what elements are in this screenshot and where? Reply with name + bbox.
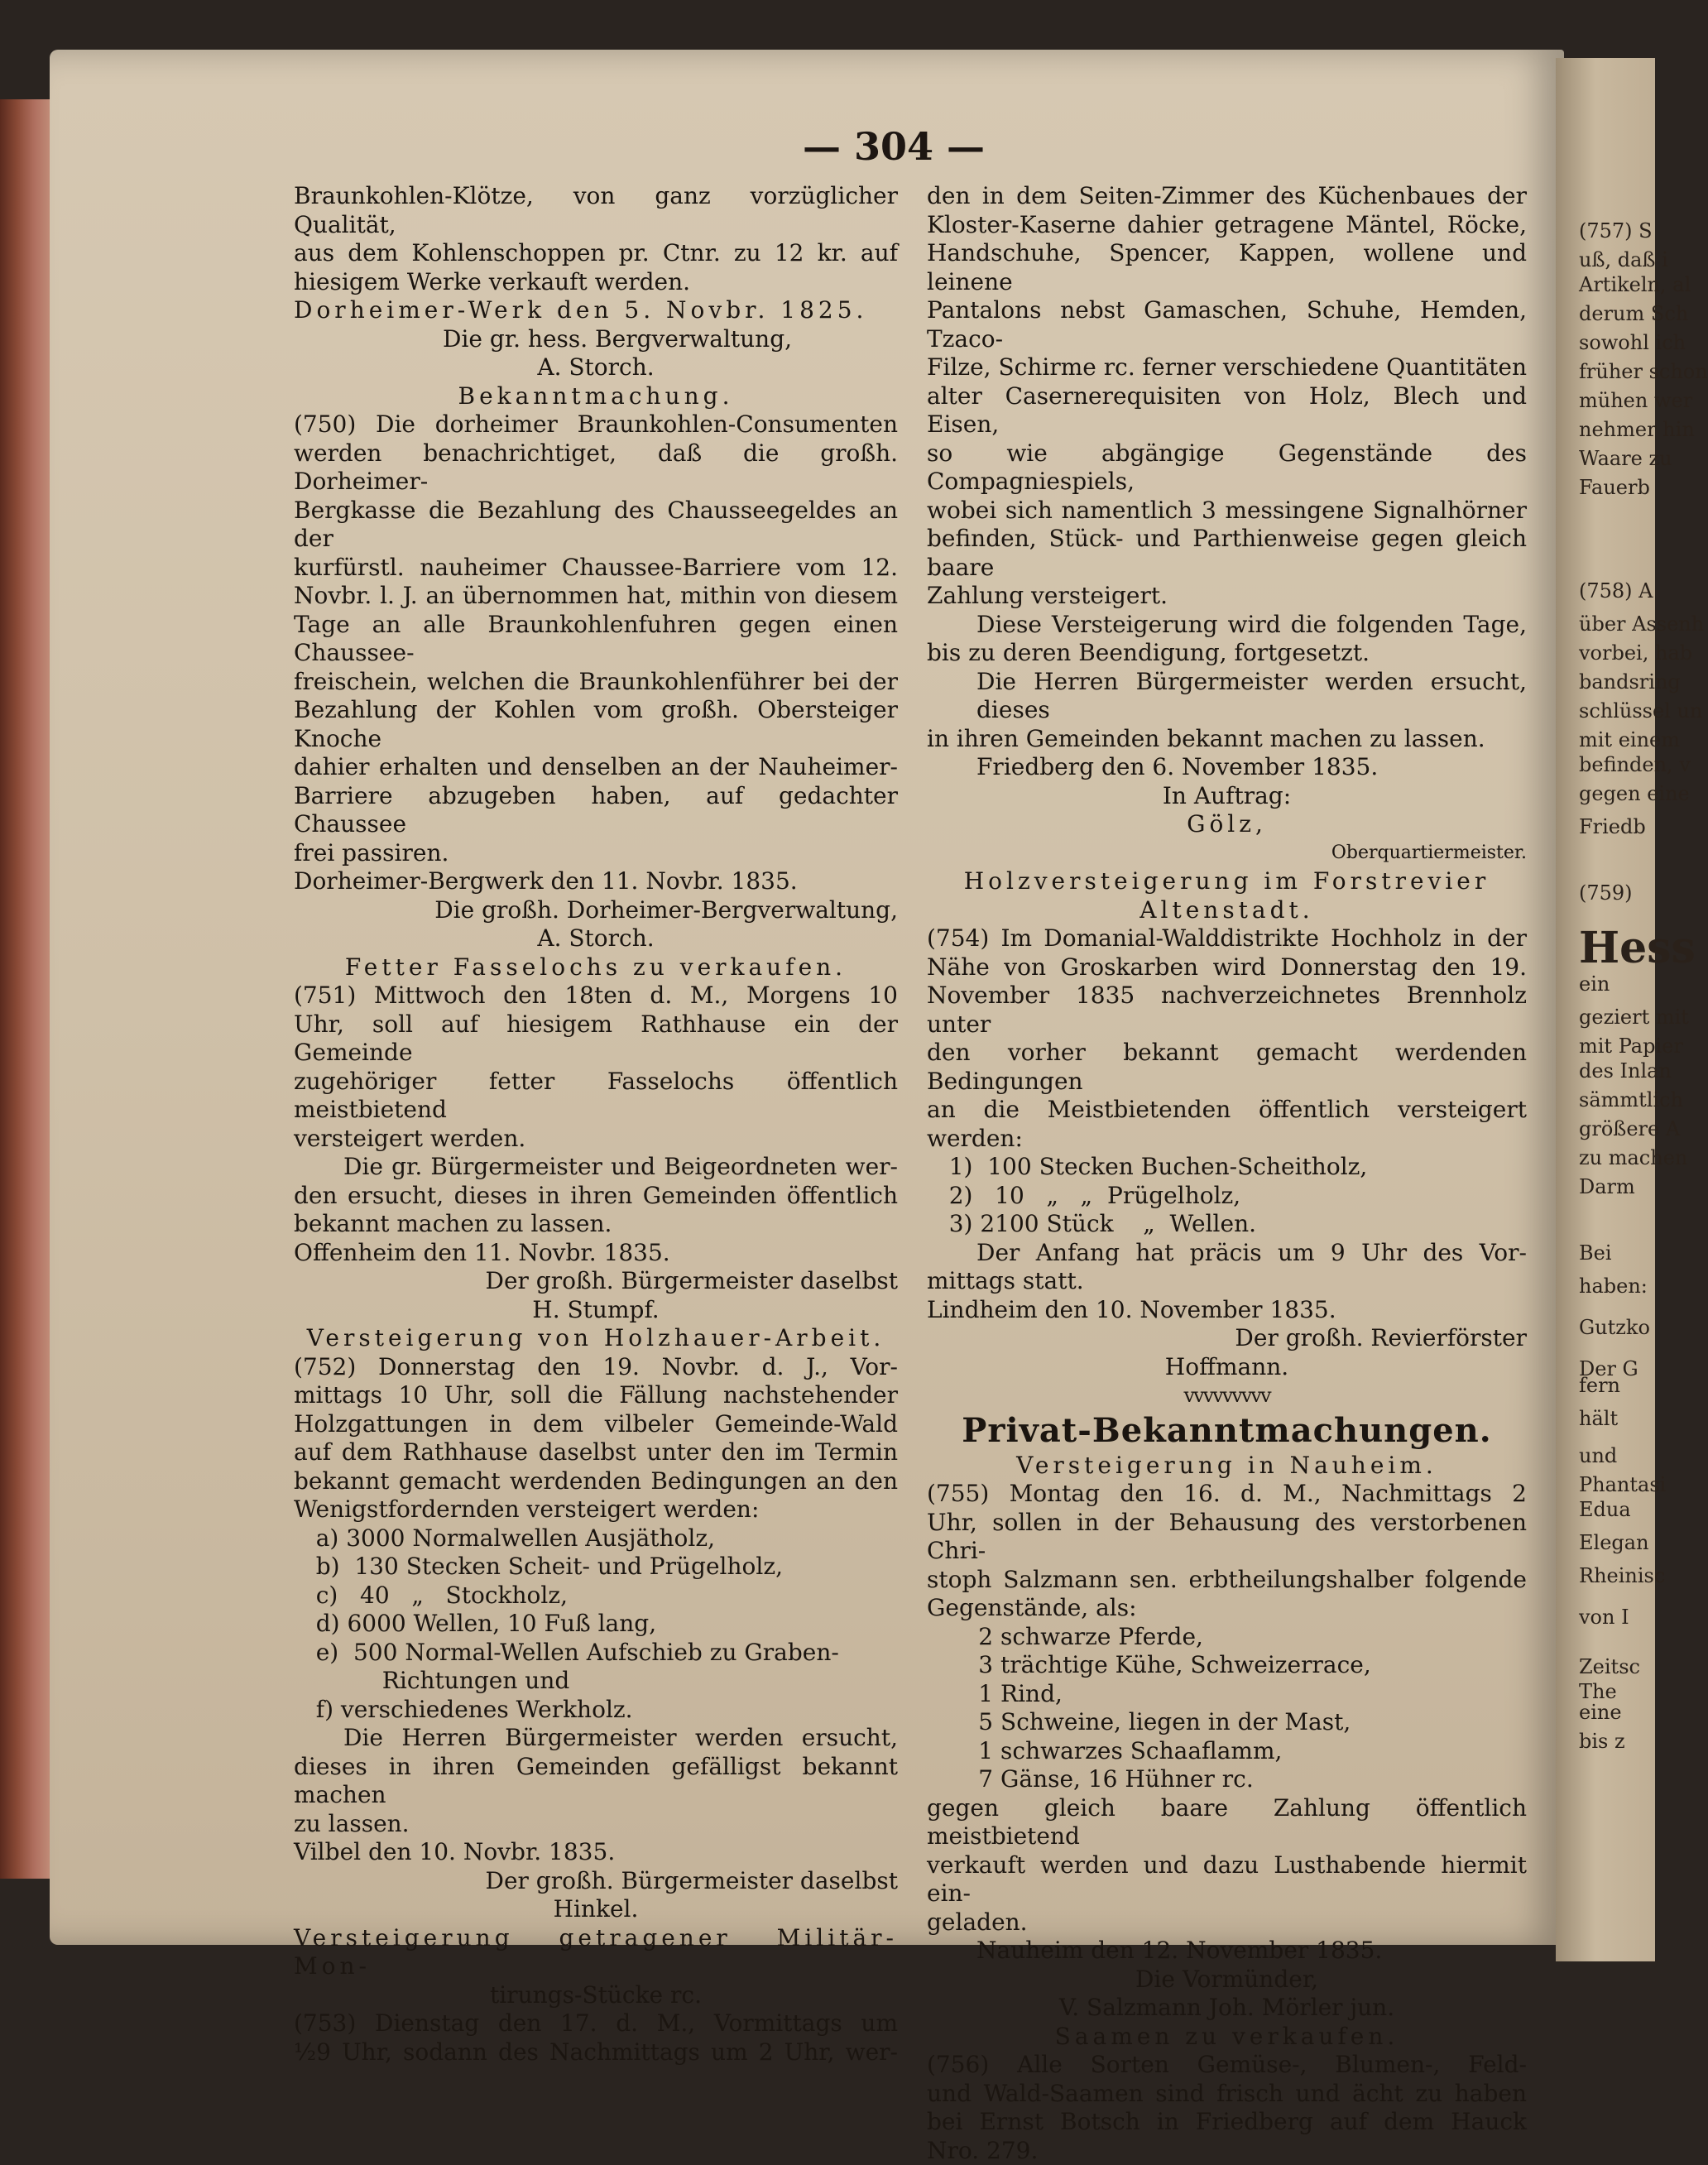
text-line: A. Storch. bbox=[294, 924, 898, 953]
next-page-fragment: des Inlan bbox=[1579, 1059, 1672, 1082]
text-line: so wie abgängige Gegenstände des Compagniespiels, bbox=[927, 439, 1527, 497]
next-page-fragment: mit einem bbox=[1579, 728, 1680, 751]
text-line: Kloster-Kaserne dahier getragene Mäntel, Röcke, bbox=[927, 211, 1527, 240]
text-line: wobei sich namentlich 3 messingene Signalhörner bbox=[927, 497, 1527, 526]
text-line: den vorher bekannt gemacht werdenden Bedingungen bbox=[927, 1039, 1527, 1096]
text-line: e) 500 Normal-Wellen Aufschieb zu Graben- bbox=[294, 1639, 898, 1668]
text-line: Bergkasse die Bezahlung des Chausseegeldes an der bbox=[294, 497, 898, 554]
next-page-fragment: Artikeln, al bbox=[1579, 273, 1691, 296]
text-line: In Auftrag: bbox=[927, 782, 1527, 811]
next-page-fragment: uß, daß i bbox=[1579, 248, 1668, 271]
next-page-fragment: hält bbox=[1579, 1407, 1618, 1430]
text-line: (751) Mittwoch den 18ten d. M., Morgens 10 bbox=[294, 982, 898, 1010]
text-line: verkauft werden und dazu Lusthabende hiermit ein- bbox=[927, 1851, 1527, 1908]
next-page-fragment: von I bbox=[1579, 1606, 1629, 1629]
next-page-fragment: haben: bbox=[1579, 1275, 1648, 1298]
right-column bbox=[927, 182, 1527, 2165]
text-line: c) 40 „ Stockholz, bbox=[294, 1582, 898, 1611]
text-line: Barriere abzugeben haben, auf gedachter Chaussee bbox=[294, 782, 898, 839]
text-line: (752) Donnerstag den 19. Novbr. d. J., Vor- bbox=[294, 1353, 898, 1382]
text-line: zugehöriger fetter Fasselochs öffentlich meistbietend bbox=[294, 1068, 898, 1125]
text-line: 5 Schweine, liegen in der Mast, bbox=[927, 1708, 1527, 1737]
text-line: Gölz, bbox=[927, 810, 1527, 839]
text-line: Dorheimer-Werk den 5. Novbr. 1825. bbox=[294, 296, 898, 325]
text-line: Handschuhe, Spencer, Kappen, wollene und leinene bbox=[927, 239, 1527, 296]
next-page-fragment: bandsring bbox=[1579, 670, 1681, 694]
next-page-fragment: Zeitsc bbox=[1579, 1655, 1640, 1678]
text-line: Braunkohlen-Klötze, von ganz vorzüglicher Qualität, bbox=[294, 182, 898, 239]
text-line: alter Casernerequisiten von Holz, Blech und Eisen, bbox=[927, 382, 1527, 439]
next-page-fragment: (759) bbox=[1579, 881, 1633, 905]
text-line: den in dem Seiten-Zimmer des Küchenbaues der bbox=[927, 182, 1527, 211]
text-line: Versteigerung in Nauheim. bbox=[927, 1452, 1527, 1481]
text-line: a) 3000 Normalwellen Ausjätholz, bbox=[294, 1524, 898, 1553]
text-line: Tage an alle Braunkohlenfuhren gegen einen Chaussee- bbox=[294, 611, 898, 668]
text-line: geladen. bbox=[927, 1908, 1527, 1937]
text-line: 3) 2100 Stück „ Wellen. bbox=[927, 1210, 1527, 1239]
text-line: Holzversteigerung im Forstrevier bbox=[927, 867, 1527, 896]
text-line: mittags statt. bbox=[927, 1267, 1527, 1296]
text-line: Oberquartiermeister. bbox=[927, 839, 1527, 868]
next-page-fragment: früher schon bbox=[1579, 360, 1708, 383]
text-line: November 1835 nachverzeichnetes Brennholz unter bbox=[927, 982, 1527, 1039]
text-line: tirungs-Stücke rc. bbox=[294, 1981, 898, 2010]
text-line: Der großh. Bürgermeister daselbst bbox=[294, 1867, 898, 1896]
next-page-fragment: gegen eine bbox=[1579, 782, 1690, 805]
text-line: Der Anfang hat präcis um 9 Uhr des Vor- bbox=[927, 1239, 1527, 1268]
text-line: Hoffmann. bbox=[927, 1353, 1527, 1382]
text-line: (750) Die dorheimer Braunkohlen-Consumenten bbox=[294, 410, 898, 439]
text-line: Die Vormünder, bbox=[927, 1966, 1527, 1995]
ornament-divider: vvvvvvvvv bbox=[927, 1381, 1527, 1410]
text-line: Die Herren Bürgermeister werden ersucht, dieses bbox=[927, 668, 1527, 725]
text-line: Pantalons nebst Gamaschen, Schuhe, Hemden, Tzaco- bbox=[927, 296, 1527, 353]
text-line: Saamen zu verkaufen. bbox=[927, 2023, 1527, 2052]
text-line: bei Ernst Botsch in Friedberg auf dem Hauck bbox=[927, 2108, 1527, 2137]
text-line: aus dem Kohlenschoppen pr. Ctnr. zu 12 kr. auf bbox=[294, 239, 898, 268]
text-line: 1 schwarzes Schaaflamm, bbox=[927, 1737, 1527, 1766]
text-line: Lindheim den 10. November 1835. bbox=[927, 1296, 1527, 1325]
text-line: Nähe von Groskarben wird Donnerstag den 19. bbox=[927, 953, 1527, 982]
text-line: Versteigerung von Holzhauer-Arbeit. bbox=[294, 1324, 898, 1353]
next-page-fragment: nehmer hin bbox=[1579, 418, 1695, 441]
text-line: ½9 Uhr, sodann des Nachmittags um 2 Uhr, wer- bbox=[294, 2038, 898, 2067]
text-line: Die Herren Bürgermeister werden ersucht, bbox=[294, 1724, 898, 1753]
next-page-fragment: mühen wer bbox=[1579, 389, 1692, 412]
next-page-fragment: Gutzko bbox=[1579, 1316, 1650, 1339]
text-line: bekannt machen zu lassen. bbox=[294, 1210, 898, 1239]
text-line: Zahlung versteigert. bbox=[927, 582, 1527, 611]
text-line: V. Salzmann Joh. Mörler jun. bbox=[927, 1994, 1527, 2023]
text-line: Holzgattungen in dem vilbeler Gemeinde-Wald bbox=[294, 1410, 898, 1439]
text-line: zu lassen. bbox=[294, 1810, 898, 1839]
next-page-edge bbox=[1556, 58, 1655, 1961]
text-line: Bezahlung der Kohlen vom großh. Obersteiger Knoche bbox=[294, 696, 898, 753]
page-number: — 304 — bbox=[794, 124, 993, 169]
text-line: in ihren Gemeinden bekannt machen zu lassen. bbox=[927, 725, 1527, 754]
text-line: kurfürstl. nauheimer Chaussee-Barriere vom 12. bbox=[294, 554, 898, 583]
text-line: Filze, Schirme rc. ferner verschiedene Quantitäten bbox=[927, 353, 1527, 382]
text-line: Wenigstfordernden versteigert werden: bbox=[294, 1495, 898, 1524]
text-line: Die gr. hess. Bergverwaltung, bbox=[294, 325, 898, 354]
next-page-fragment: derum Sch bbox=[1579, 302, 1688, 325]
next-page-fragment: Phantasi bbox=[1579, 1473, 1666, 1496]
next-page-fragment: The bbox=[1579, 1680, 1617, 1703]
text-line: Nro. 279. bbox=[927, 2137, 1527, 2165]
next-page-fragment: eine bbox=[1579, 1701, 1622, 1724]
text-line: A. Storch. bbox=[294, 353, 898, 382]
text-line: Gegenstände, als: bbox=[927, 1594, 1527, 1623]
text-line: Der großh. Bürgermeister daselbst bbox=[294, 1267, 898, 1296]
text-line: gegen gleich baare Zahlung öffentlich meistbietend bbox=[927, 1794, 1527, 1851]
next-page-fragment: Friedb bbox=[1579, 815, 1646, 838]
text-line: 7 Gänse, 16 Hühner rc. bbox=[927, 1765, 1527, 1794]
next-page-fragment: befinden, v bbox=[1579, 753, 1691, 776]
text-line: dieses in ihren Gemeinden gefälligst bekannt machen bbox=[294, 1753, 898, 1810]
text-line: Bekanntmachung. bbox=[294, 382, 898, 411]
text-line: 2) 10 „ „ Prügelholz, bbox=[927, 1182, 1527, 1211]
text-line: (755) Montag den 16. d. M., Nachmittags 2 bbox=[927, 1480, 1527, 1509]
text-line: (756) Alle Sorten Gemüse-, Blumen-, Feld- bbox=[927, 2051, 1527, 2080]
text-line: Fetter Fasselochs zu verkaufen. bbox=[294, 953, 898, 982]
text-line: werden benachrichtiget, daß die großh. Dorheimer- bbox=[294, 439, 898, 497]
text-line: dahier erhalten und denselben an der Nauheimer- bbox=[294, 753, 898, 782]
text-line: Diese Versteigerung wird die folgenden Tage, bbox=[927, 611, 1527, 640]
text-line: Altenstadt. bbox=[927, 896, 1527, 925]
next-page-fragment: Elegan bbox=[1579, 1531, 1649, 1554]
text-line: Vilbel den 10. Novbr. 1835. bbox=[294, 1838, 898, 1867]
text-line: auf dem Rathhause daselbst unter den im Termin bbox=[294, 1438, 898, 1467]
text-line: mittags 10 Uhr, soll die Fällung nachstehender bbox=[294, 1381, 898, 1410]
text-line: 1) 100 Stecken Buchen-Scheitholz, bbox=[927, 1153, 1527, 1182]
text-line: den ersucht, dieses in ihren Gemeinden öffentlich bbox=[294, 1182, 898, 1211]
text-line: Die gr. Bürgermeister und Beigeordneten wer- bbox=[294, 1153, 898, 1182]
text-line: an die Meistbietenden öffentlich versteigert werden: bbox=[927, 1096, 1527, 1153]
text-line: f) verschiedenes Werkholz. bbox=[294, 1696, 898, 1725]
next-page-fragment: Rheinisc bbox=[1579, 1564, 1665, 1587]
left-column bbox=[294, 182, 898, 2067]
text-line: bekannt gemacht werdenden Bedingungen an den bbox=[294, 1467, 898, 1496]
text-line: bis zu deren Beendigung, fortgesetzt. bbox=[927, 639, 1527, 668]
text-line: frei passiren. bbox=[294, 839, 898, 868]
next-page-fragment: Darm bbox=[1579, 1175, 1635, 1198]
text-line: freischein, welchen die Braunkohlenführer bei der bbox=[294, 668, 898, 697]
next-page-fragment: ein bbox=[1579, 972, 1610, 996]
text-line: Uhr, sollen in der Behausung des verstorbenen Chri- bbox=[927, 1509, 1527, 1566]
next-page-fragment: Bei bbox=[1579, 1241, 1612, 1265]
next-page-fragment: schlüssel un bbox=[1579, 699, 1702, 722]
next-page-fragment: fern bbox=[1579, 1374, 1620, 1397]
text-line: Offenheim den 11. Novbr. 1835. bbox=[294, 1239, 898, 1268]
text-line: Dorheimer-Bergwerk den 11. Novbr. 1835. bbox=[294, 867, 898, 896]
text-line: b) 130 Stecken Scheit- und Prügelholz, bbox=[294, 1553, 898, 1582]
next-page-fragment: und bbox=[1579, 1444, 1617, 1467]
text-line: Richtungen und bbox=[294, 1667, 898, 1696]
text-line: 3 trächtige Kühe, Schweizerrace, bbox=[927, 1651, 1527, 1680]
text-line: (754) Im Domanial-Walddistrikte Hochholz in der bbox=[927, 924, 1527, 953]
text-line: Versteigerung getragener Militär-Mon- bbox=[294, 1924, 898, 1981]
next-page-fragment: sämmtlich bbox=[1579, 1088, 1683, 1111]
next-page-fragment: größere A bbox=[1579, 1117, 1680, 1140]
text-line: 1 Rind, bbox=[927, 1680, 1527, 1709]
next-page-fragment: Der G bbox=[1579, 1357, 1638, 1380]
text-line: H. Stumpf. bbox=[294, 1296, 898, 1325]
text-line: 2 schwarze Pferde, bbox=[927, 1623, 1527, 1652]
text-line: Friedberg den 6. November 1835. bbox=[927, 753, 1527, 782]
text-line: Hinkel. bbox=[294, 1895, 898, 1924]
text-line: Der großh. Revierförster bbox=[927, 1324, 1527, 1353]
next-page-fragment: Waare zu bbox=[1579, 447, 1672, 470]
next-page-fragment: geziert mit bbox=[1579, 1006, 1689, 1029]
text-line: Novbr. l. J. an übernommen hat, mithin von diesem bbox=[294, 582, 898, 611]
next-page-fragment: Fauerb bbox=[1579, 476, 1650, 499]
text-line: Uhr, soll auf hiesigem Rathhause ein der Gemeinde bbox=[294, 1010, 898, 1068]
next-page-fragment: über Assenh bbox=[1579, 612, 1704, 636]
text-line: versteigert werden. bbox=[294, 1125, 898, 1154]
next-page-fragment: zu machen bbox=[1579, 1146, 1687, 1169]
text-line: befinden, Stück- und Parthienweise gegen gleich baare bbox=[927, 525, 1527, 582]
text-line: hiesigem Werke verkauft werden. bbox=[294, 268, 898, 297]
text-line: Die großh. Dorheimer-Bergverwaltung, bbox=[294, 896, 898, 925]
next-page-fragment: sowohl ich bbox=[1579, 331, 1686, 354]
text-line: d) 6000 Wellen, 10 Fuß lang, bbox=[294, 1610, 898, 1639]
text-line: und Wald-Saamen sind frisch und ächt zu haben bbox=[927, 2080, 1527, 2109]
next-page-fragment: vorbei, hab bbox=[1579, 641, 1692, 665]
next-page-fragment: (757) S bbox=[1579, 219, 1653, 242]
text-line: stoph Salzmann sen. erbtheilungshalber folgende bbox=[927, 1566, 1527, 1595]
next-page-fragment: Edua bbox=[1579, 1498, 1631, 1521]
next-page-fragment: mit Papier bbox=[1579, 1034, 1683, 1058]
text-line: (753) Dienstag den 17. d. M., Vormittags um bbox=[294, 2009, 898, 2038]
private-announcements-heading: Privat-Bekanntmachungen. bbox=[927, 1410, 1527, 1452]
next-page-fragment: (758) A bbox=[1579, 579, 1653, 602]
next-page-fragment: bis z bbox=[1579, 1730, 1625, 1753]
text-line: Nauheim den 12. November 1835. bbox=[927, 1937, 1527, 1966]
next-page-fragment: Hess bbox=[1579, 923, 1696, 973]
